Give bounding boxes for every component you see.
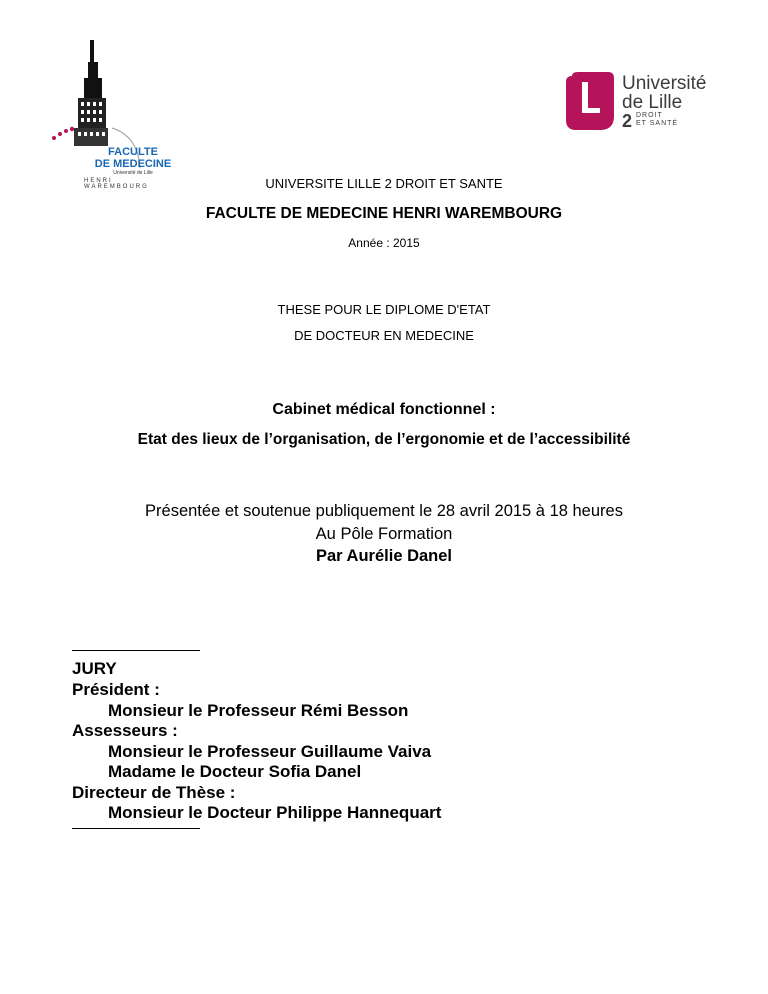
faculty-logo-line2: DE MEDECINE (94, 158, 172, 170)
thesis-subtitle: Etat des lieux de l’organisation, de l’ergonomie et de l’accessibilité (137, 431, 631, 448)
jury-heading: JURY (72, 659, 117, 678)
thesis-line2: DE DOCTEUR EN MEDECINE (294, 328, 474, 343)
university-logo-sub1: DROIT (636, 112, 663, 119)
jury-top-rule (72, 650, 200, 651)
thesis-line1: THESE POUR LE DIPLOME D'ETAT (277, 302, 491, 317)
university-logo-line1: Université (622, 73, 707, 94)
faculty-name: FACULTE DE MEDECINE HENRI WAREMBOURG (205, 205, 563, 222)
presentation-line1: Présentée et soutenue publiquement le 28 avril 2015 à 18 heures (145, 502, 623, 520)
presentation-line2: Au Pôle Formation (315, 525, 453, 543)
university-logo (566, 72, 726, 134)
jury-president-label: Président : (72, 680, 160, 699)
jury-bottom-rule (72, 828, 200, 829)
thesis-title: Cabinet médical fonctionnel : (272, 401, 496, 418)
academic-year: Année : 2015 (348, 236, 420, 250)
university-name: UNIVERSITE LILLE 2 DROIT ET SANTE (265, 176, 503, 191)
jury-assessor-2: Madame le Docteur Sofia Danel (108, 762, 362, 781)
university-logo-number: 2 (622, 111, 633, 131)
faculty-logo-arc-text: HENRI WAREMBOURG (84, 178, 149, 190)
jury-assessors-label: Assesseurs : (72, 721, 178, 740)
jury-director: Monsieur le Docteur Philippe Hannequart (108, 803, 442, 822)
university-l-mark-icon (566, 72, 614, 130)
jury-president: Monsieur le Professeur Rémi Besson (108, 701, 409, 720)
faculty-logo-line1: FACULTE (108, 146, 158, 158)
jury-assessor-1: Monsieur le Professeur Guillaume Vaiva (108, 742, 432, 761)
faculty-logo (40, 38, 172, 190)
university-logo-sub2: ET SANTÉ (636, 120, 679, 127)
jury-director-label: Directeur de Thèse : (72, 783, 236, 802)
author: Par Aurélie Danel (315, 547, 453, 565)
faculty-logo-line3: Université de Lille (113, 170, 153, 176)
university-logo-line2: de Lille (622, 92, 683, 113)
